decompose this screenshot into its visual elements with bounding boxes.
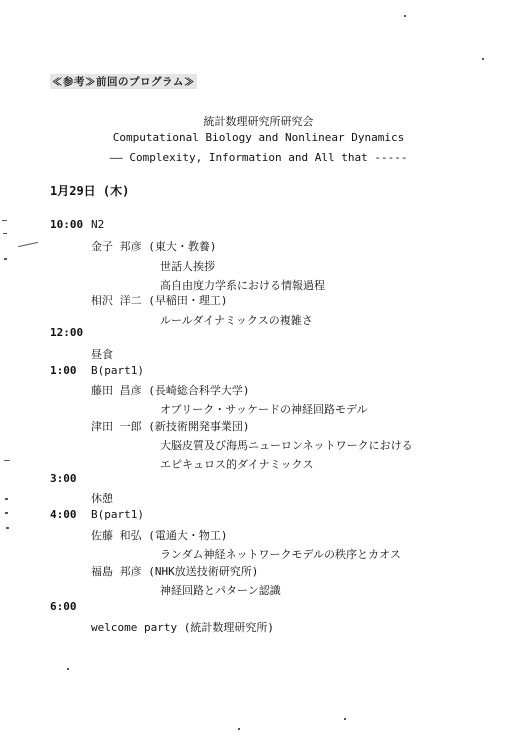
scan-speck (67, 668, 69, 670)
session-b-part1-second: B(part1) (91, 508, 144, 521)
scan-speck (6, 527, 9, 529)
talk-oblique-saccade: オブリーク・サッケードの神経回路モデル (160, 403, 368, 416)
talk-random-network: ランダム神経ネットワークモデルの秩序とカオス (160, 548, 401, 561)
session-b-part1: B(part1) (91, 364, 144, 377)
document-title: 統計数理研究所研究会 (203, 115, 314, 128)
talk-greeting: 世話人挨拶 (160, 260, 215, 273)
time-0100: 1:00 (50, 364, 77, 377)
scan-speck (482, 58, 484, 60)
session-lunch: 昼食 (91, 348, 113, 361)
time-0400: 4:00 (50, 508, 77, 521)
scan-speck (3, 233, 7, 234)
speaker-fukushima: 福島 邦彦 (NHK放送技術研究所) (91, 565, 259, 578)
document-subtitle: Computational Biology and Nonlinear Dynamics (112, 131, 405, 144)
speaker-fujita: 藤田 昌彦 (長崎総合科学大学) (91, 384, 250, 397)
scan-speck (5, 512, 8, 514)
schedule-date: 1月29日 (木) (50, 184, 130, 198)
scan-speck (238, 728, 240, 730)
speaker-aizawa: 相沢 洋二 (早稲田・理工) (91, 294, 228, 307)
talk-cortex-line2: エピキュロス的ダイナミックス (160, 458, 314, 471)
time-1000: 10:00 (50, 218, 84, 231)
session-break: 休憩 (91, 492, 113, 505)
scan-speck (2, 220, 7, 221)
time-0600: 6:00 (50, 600, 77, 613)
scan-speck (344, 718, 346, 720)
talk-rule-dynamics: ルールダイナミックスの複雑さ (160, 314, 313, 327)
session-n2: N2 (91, 218, 105, 231)
reference-header-label: ≪参考≫前回のプログラム≫ (52, 76, 195, 88)
speaker-tsuda: 津田 一郎 (新技術開発事業団) (91, 420, 250, 433)
scan-speck (5, 498, 8, 500)
talk-cortex-line1: 大脳皮質及び海馬ニューロンネットワークにおける (160, 439, 413, 452)
speaker-kaneko: 金子 邦彦 (東大・教養) (91, 240, 217, 253)
scan-speck (4, 460, 10, 461)
document-tagline: —— Complexity, Information and All that ----- (109, 151, 408, 164)
time-1200: 12:00 (50, 326, 84, 339)
speaker-sato: 佐藤 和弘 (電通大・物工) (91, 529, 228, 542)
scan-speck (4, 258, 7, 260)
talk-pattern-recognition: 神経回路とパターン認識 (160, 584, 281, 597)
time-0300: 3:00 (50, 472, 77, 485)
scan-speck (18, 242, 38, 247)
talk-information-process: 高自由度力学系における情報過程 (160, 279, 325, 292)
welcome-party: welcome party (統計数理研究所) (91, 621, 274, 634)
scan-speck (404, 15, 406, 17)
